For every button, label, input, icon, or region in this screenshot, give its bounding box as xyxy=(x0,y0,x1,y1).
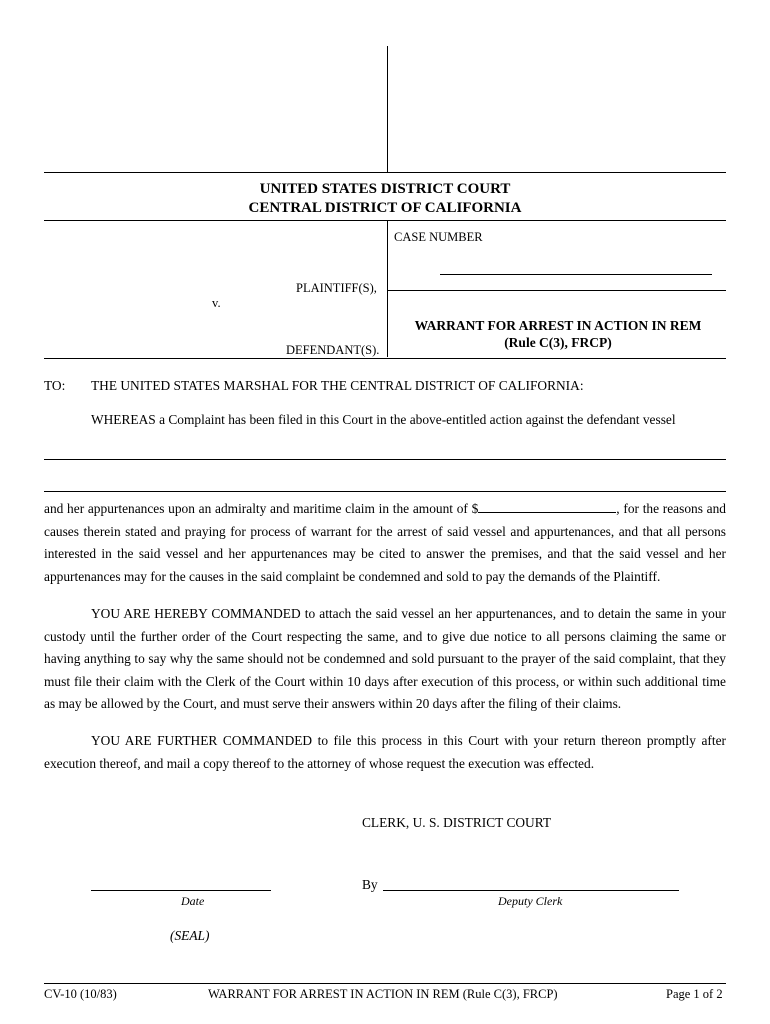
caption-divider xyxy=(387,220,388,357)
further-command-paragraph-text: YOU ARE FURTHER COMMANDED to file this process in this Court with your return thereon promptly after execution thereof, and mail a copy thereof to the attorney of whose request the execution was effected. xyxy=(44,733,726,771)
header-bottom-rule xyxy=(44,220,726,221)
case-number-field[interactable] xyxy=(440,274,712,275)
footer-rule xyxy=(44,983,726,984)
to-label: TO: xyxy=(44,378,66,393)
vessel-name-field-2[interactable] xyxy=(44,491,726,492)
page-number: Page 1 of 2 xyxy=(666,987,723,1001)
date-label: Date xyxy=(181,894,205,908)
vessel-name-field-1[interactable] xyxy=(44,459,726,460)
form-title-line1: WARRANT FOR ARREST IN ACTION IN REM xyxy=(414,318,702,333)
by-label: By xyxy=(362,877,378,892)
court-name-line2: CENTRAL DISTRICT OF CALIFORNIA xyxy=(248,200,522,216)
court-name-line1: UNITED STATES DISTRICT COURT xyxy=(259,181,511,197)
deputy-clerk-label: Deputy Clerk xyxy=(498,894,563,908)
to-addressee: THE UNITED STATES MARSHAL FOR THE CENTRAL DISTRICT OF CALIFORNIA: xyxy=(91,378,584,393)
case-number-label: CASE NUMBER xyxy=(394,230,483,244)
plaintiffs-label: PLAINTIFF(S), xyxy=(296,281,377,295)
claim-paragraph xyxy=(44,498,726,588)
header-top-rule xyxy=(44,172,726,173)
deputy-signature-field[interactable] xyxy=(383,890,679,891)
further-command-paragraph xyxy=(44,730,726,775)
command-paragraph xyxy=(44,603,726,716)
versus-label: v. xyxy=(212,296,221,310)
claim-paragraph-rest: , for the reasons and causes therein stated and praying for process of warrant for the arrest of said vessel and appurtenances, and that all persons interested in the said vessel and her appurtenances may be cited to answer the premises, and that the said vessel and her appurtenances may for the causes in the said complaint be condemned and sold to pay the demands of the Plaintiff. xyxy=(44,501,726,584)
footer-title: WARRANT FOR ARREST IN ACTION IN REM (Rule C(3), FRCP) xyxy=(208,987,558,1001)
form-title-line2: (Rule C(3), FRCP) xyxy=(504,335,612,350)
command-paragraph-text: YOU ARE HEREBY COMMANDED to attach the said vessel an her appurtenances, and to detain the same in your custody until the further order of the Court respecting the same, and to give due notice to all persons claiming the same or having anything to say why the same should not be condemned and sold pursuant to the prayer of the said complaint, that they must file their claim with the Clerk of the Court within 10 days after execution of this process, or within such additional time as may be allowed by the Court, and must serve their answers within 20 days after the filing of their claims. xyxy=(44,606,726,711)
attorney-block-divider xyxy=(387,46,388,172)
claim-paragraph-start: and her appurtenances upon an admiralty and maritime claim in the amount of $ xyxy=(44,501,479,516)
clerk-label: CLERK, U. S. DISTRICT COURT xyxy=(362,815,552,830)
caption-bottom-rule xyxy=(44,358,726,359)
claim-amount-field[interactable] xyxy=(478,498,616,513)
whereas-clause: WHEREAS a Complaint has been filed in this Court in the above-entitled action against the defendant vessel xyxy=(91,412,676,427)
seal-label: (SEAL) xyxy=(170,928,210,943)
date-field[interactable] xyxy=(91,890,271,891)
form-id: CV-10 (10/83) xyxy=(44,987,117,1001)
defendants-label: DEFENDANT(S). xyxy=(286,343,380,357)
case-number-bottom-rule xyxy=(388,290,726,291)
